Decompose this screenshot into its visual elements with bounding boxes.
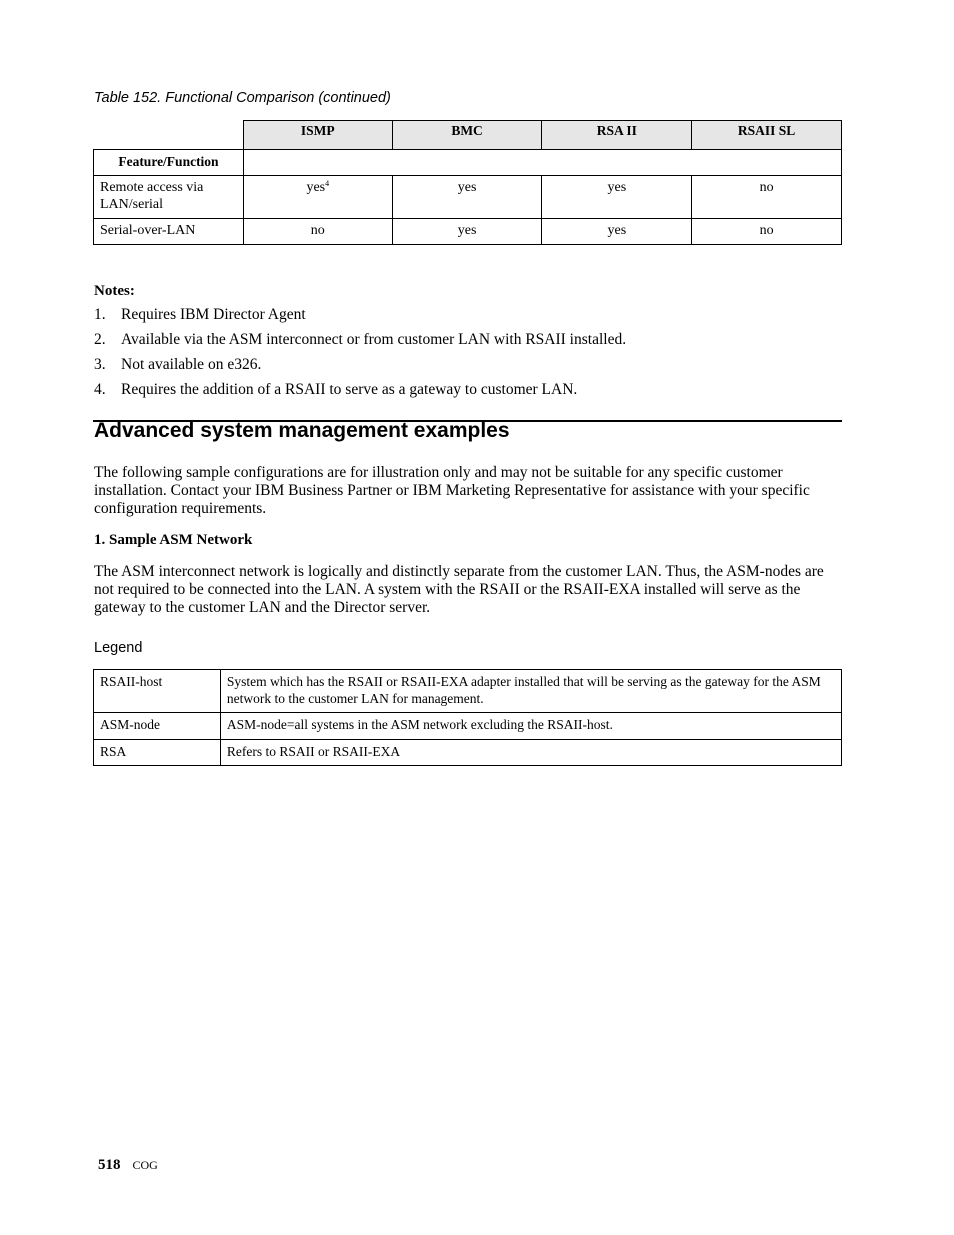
footnote-ref: 4 (325, 179, 330, 188)
note-text: Requires the addition of a RSAII to serve as a gateway to customer LAN. (121, 381, 578, 398)
value-cell (243, 176, 392, 219)
column-header: BMC (392, 121, 542, 150)
page-number: 518 (98, 1157, 121, 1173)
legend-term: ASM-node (94, 713, 221, 740)
feature-cell: Remote access via LAN/serial (94, 176, 244, 219)
body-paragraph: The ASM interconnect network is logically and distinctly separate from the customer LAN. Thus, the ASM-nodes are not required to be connected into the LAN. A system with the RSAII or the RSAII-EXA installed will serve as the gateway to the customer LAN and the Director server. (94, 563, 824, 616)
note-text: Requires IBM Director Agent (121, 306, 306, 323)
value-cell: no (243, 219, 392, 245)
legend-definition: ASM-node=all systems in the ASM network excluding the RSAII-host. (220, 713, 841, 740)
table-row (94, 219, 842, 245)
note-text: Available via the ASM interconnect or from customer LAN with RSAII installed. (121, 331, 627, 348)
note-item (94, 306, 626, 331)
value-cell: yes (392, 176, 542, 219)
page-footer (98, 1157, 158, 1174)
value-cell: no (692, 176, 842, 219)
feature-cell: Serial-over-LAN (94, 219, 244, 245)
intro-paragraph: The following sample configurations are for illustration only and may not be suitable for any specific customer installation. Contact your IBM Business Partner or IBM Marketing Representative for assistance with your specific configuration requirements. (94, 464, 810, 517)
table-caption: Table 152. Functional Comparison (continued) (94, 90, 391, 106)
note-number: 2. (94, 331, 106, 348)
value-cell: yes (392, 219, 542, 245)
table-row (94, 740, 842, 766)
legend-definition: Refers to RSAII or RSAII-EXA (220, 740, 841, 766)
note-item (94, 356, 626, 381)
feature-header-cell: Feature/Function (94, 150, 244, 176)
notes-title: Notes: (94, 283, 135, 299)
note-text: Not available on e326. (121, 356, 262, 373)
feature-header-row (94, 150, 842, 176)
table-row (94, 713, 842, 740)
value-cell: yes (542, 176, 692, 219)
table-header-row (94, 121, 842, 150)
table-row (94, 176, 842, 219)
value-text: yes (306, 180, 326, 195)
note-number: 4. (94, 381, 106, 398)
value-cell: no (692, 219, 842, 245)
column-header: RSA II (542, 121, 692, 150)
legend-term: RSA (94, 740, 221, 766)
notes-list (94, 306, 626, 406)
table-row (94, 670, 842, 713)
legend-definition: System which has the RSAII or RSAII-EXA adapter installed that will be serving as the gateway for the ASM network to the customer LAN for management. (220, 670, 841, 713)
note-number: 1. (94, 306, 106, 323)
note-number: 3. (94, 356, 106, 373)
legend-term: RSAII-host (94, 670, 221, 713)
section-heading: Advanced system management examples (94, 419, 510, 442)
legend-label: Legend (94, 640, 143, 656)
note-item (94, 381, 626, 406)
functional-comparison-table (93, 120, 842, 245)
subheading: 1. Sample ASM Network (94, 532, 253, 548)
value-cell: yes (542, 219, 692, 245)
blank-header-cell (94, 121, 244, 150)
doc-name: COG (132, 1158, 158, 1172)
column-header: ISMP (243, 121, 392, 150)
legend-table (93, 669, 842, 766)
empty-cell (243, 150, 841, 176)
note-item (94, 331, 626, 356)
column-header: RSAII SL (692, 121, 842, 150)
